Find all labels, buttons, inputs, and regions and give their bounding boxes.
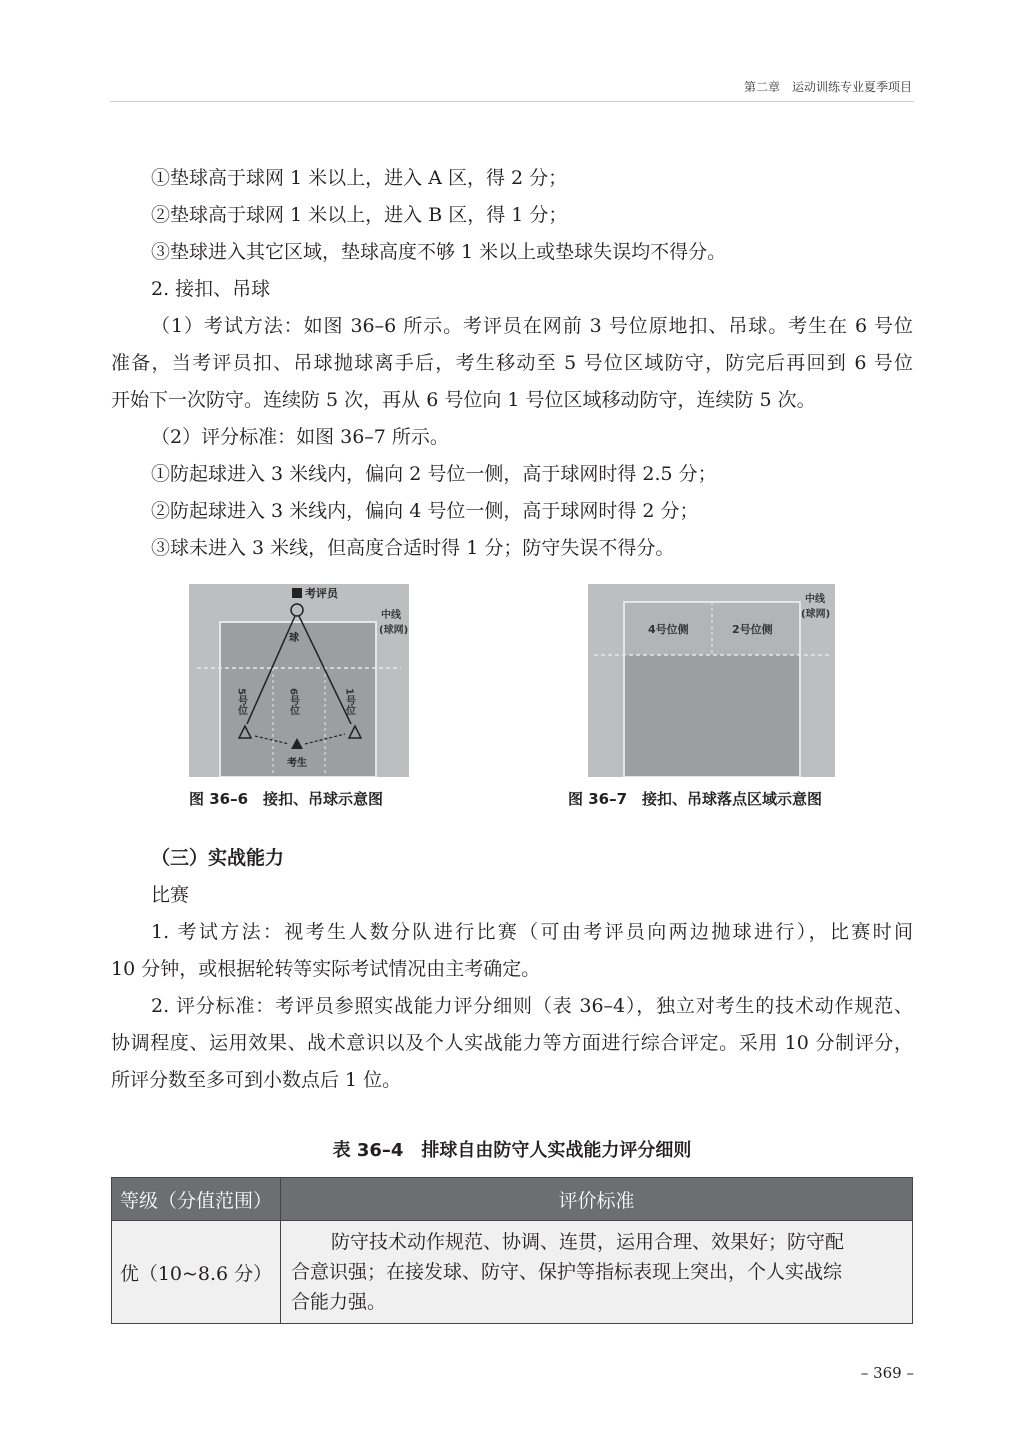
figure-36-7-caption: 图 36–7 接扣、吊球落点区域示意图 (568, 790, 823, 808)
grading-table (111, 1177, 913, 1324)
zone-2-label: 2号位侧 (732, 623, 773, 636)
subheading: 比赛 (151, 884, 190, 906)
midline-label-1: 中线 (805, 594, 825, 605)
paragraph: 协调程度、运用效果、战术意识以及个人实战能力等方面进行综合评定。采用 10 分制评分， (111, 1032, 913, 1054)
figure-36-7 (588, 584, 835, 777)
paragraph: ②防起球进入 3 米线内，偏向 4 号位一侧，高于球网时得 2 分； (151, 500, 699, 522)
midline-label-2: (球网) (801, 609, 831, 620)
criteria-cell (281, 1221, 913, 1324)
grade-cell: 优（10~8.6 分） (112, 1221, 281, 1324)
paragraph: 10 分钟，或根据轮转等实际考试情况由主考确定。 (111, 958, 541, 980)
pos1-label: 1号位 (343, 688, 355, 715)
zone-4-label: 4号位侧 (648, 623, 689, 636)
midline-label-1: 中线 (381, 610, 401, 621)
column-header-grade: 等级（分值范围） (112, 1178, 281, 1221)
paragraph: （1）考试方法：如图 36–6 所示。考评员在网前 3 号位原地扣、吊球。考生在 6 号位 (151, 315, 913, 337)
table-header-row (112, 1178, 913, 1221)
criteria-line: 合意识强；在接发球、防守、保护等指标表现上突出，个人实战综 (291, 1261, 843, 1283)
candidate-label: 考生 (287, 758, 307, 769)
pos6-label: 6号位 (287, 688, 299, 715)
page-number: – 369 – (860, 1364, 914, 1382)
paragraph: ③球未进入 3 米线，但高度合适时得 1 分；防守失误不得分。 (151, 537, 675, 559)
paragraph: 准备，当考评员扣、吊球抛球离手后，考生移动至 5 号位区域防守，防完后再回到 6 号位 (111, 352, 913, 374)
paragraph: 所评分数至多可到小数点后 1 位。 (111, 1069, 402, 1091)
section-combat-ability (111, 840, 913, 1099)
ball-label: 球 (286, 632, 298, 642)
figure-36-6 (189, 584, 409, 777)
running-header: 第二章 运动训练专业夏季项目 (743, 80, 912, 94)
paragraph: 开始下一次防守。连续防 5 次，再从 6 号位向 1 号位区域移动防守，连续防 5 次。 (111, 389, 816, 411)
criteria-line: 防守技术动作规范、协调、连贯，运用合理、效果好；防守配 (331, 1231, 845, 1253)
header-divider (110, 101, 914, 102)
figure-36-6-caption: 图 36–6 接扣、吊球示意图 (189, 790, 384, 808)
court-diagram-landing-zones (588, 584, 835, 777)
criteria-line: 合能力强。 (291, 1291, 387, 1313)
paragraph: ①防起球进入 3 米线内，偏向 2 号位一侧，高于球网时得 2.5 分； (151, 463, 717, 485)
paragraph: 2. 接扣、吊球 (151, 278, 271, 300)
table-row (112, 1221, 913, 1324)
paragraph: ③垫球进入其它区域，垫球高度不够 1 米以上或垫球失误均不得分。 (151, 241, 727, 263)
table-title: 表 36–4 排球自由防守人实战能力评分细则 (332, 1140, 692, 1161)
examiner-label: 考评员 (305, 587, 338, 600)
paragraph: （2）评分标准：如图 36–7 所示。 (151, 426, 449, 448)
court-diagram-spike (189, 584, 409, 777)
examiner-marker (292, 588, 302, 598)
paragraph: 2. 评分标准：考评员参照实战能力评分细则（表 36–4），独立对考生的技术动作规范、 (151, 995, 913, 1017)
section-heading: （三）实战能力 (151, 847, 285, 869)
column-header-criteria: 评价标准 (281, 1178, 913, 1221)
paragraph: ②垫球高于球网 1 米以上，进入 B 区，得 1 分； (151, 204, 568, 226)
main-text (111, 160, 913, 567)
pos5-label: 5号位 (235, 688, 247, 715)
paragraph: ①垫球高于球网 1 米以上，进入 A 区，得 2 分； (151, 167, 568, 189)
paragraph: 1. 考试方法：视考生人数分队进行比赛（可由考评员向两边抛球进行），比赛时间 (151, 921, 913, 943)
midline-label-2: (球网) (379, 625, 409, 636)
